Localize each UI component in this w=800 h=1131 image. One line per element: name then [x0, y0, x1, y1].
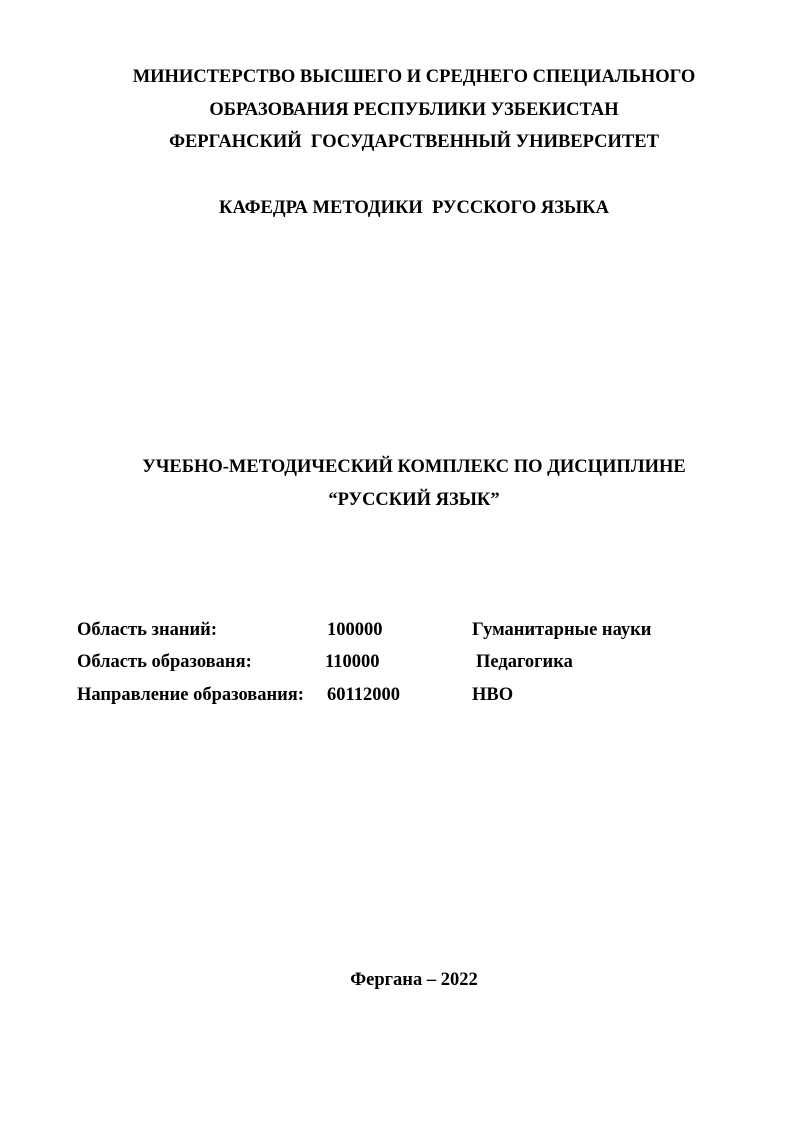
- ministry-title-line1: МИНИСТЕРСТВО ВЫСШЕГО И СРЕДНЕГО СПЕЦИАЛЬНОГО: [132, 67, 696, 87]
- info-row-knowledge-area: [0, 619, 800, 643]
- info-code: 110000: [325, 652, 380, 672]
- info-row-education-area: [0, 651, 800, 675]
- place-and-year: Фергана – 2022: [350, 970, 478, 990]
- document-title-line2: “РУССКИЙ ЯЗЫК”: [328, 490, 500, 510]
- info-name: Педагогика: [476, 652, 573, 672]
- info-label: Область образованя:: [77, 652, 252, 672]
- ministry-title-line2: ОБРАЗОВАНИЯ РЕСПУБЛИКИ УЗБЕКИСТАН: [209, 100, 619, 120]
- university-name: ФЕРГАНСКИЙ ГОСУДАРСТВЕННЫЙ УНИВЕРСИТЕТ: [169, 132, 659, 152]
- document-title-line1: УЧЕБНО-МЕТОДИЧЕСКИЙ КОМПЛЕКС ПО ДИСЦИПЛИНЕ: [142, 457, 686, 477]
- info-label: Направление образования:: [77, 685, 304, 705]
- info-row-education-direction: [0, 684, 800, 708]
- info-code: 100000: [327, 620, 383, 640]
- department-name: КАФЕДРА МЕТОДИКИ РУССКОГО ЯЗЫКА: [219, 198, 609, 218]
- info-label: Область знаний:: [77, 620, 217, 640]
- info-name: НВО: [472, 685, 514, 705]
- info-code: 60112000: [327, 685, 400, 705]
- info-name: Гуманитарные науки: [472, 620, 652, 640]
